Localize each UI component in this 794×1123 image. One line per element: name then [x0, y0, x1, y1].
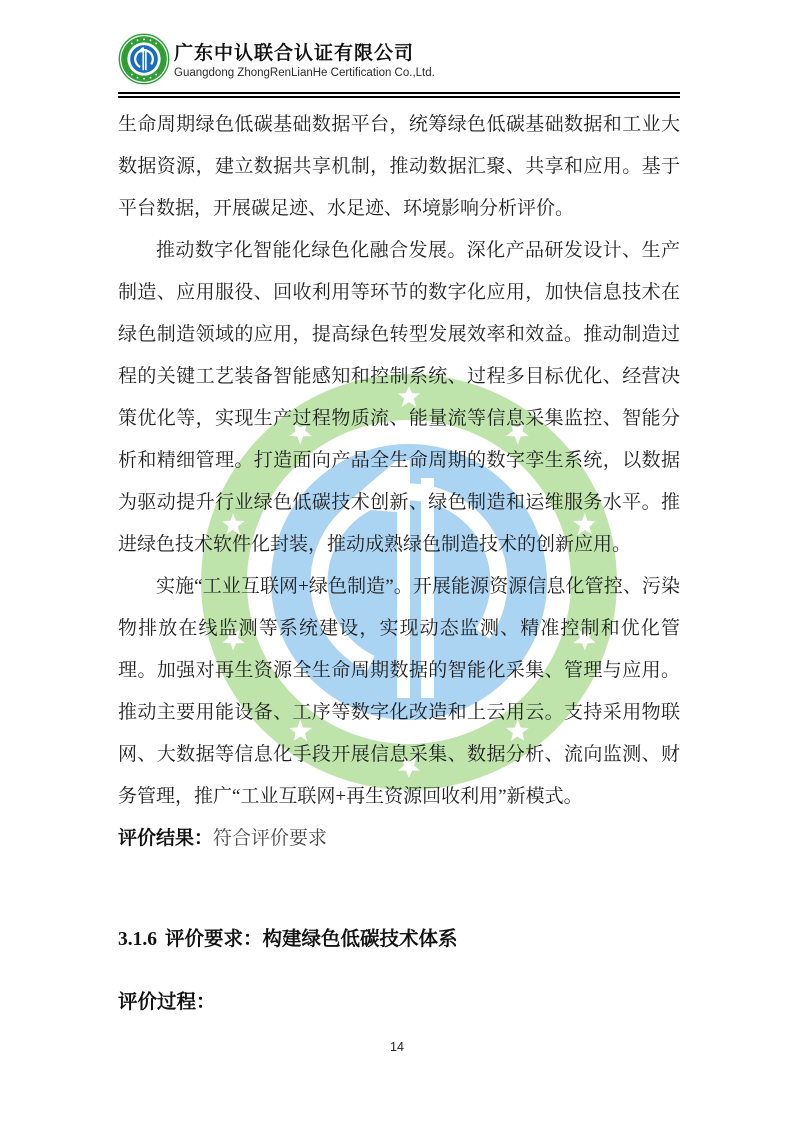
- evaluation-process-label: 评价过程：: [118, 991, 216, 1013]
- body-paragraph-2: 推动数字化智能化绿色化融合发展。深化产品研发设计、生产制造、应用服役、回收利用等环节的数字化应用，加快信息技术在绿色制造领域的应用，提高绿色转型发展效率和效益。推动制造过程的关键工艺装备智能感知和控制系统、过程多目标优化、经营决策优化等，实现生产过程物质流、能量流等信息采集监控、智能分析和精细管理。打造面向产品全生命周期的数字孪生系统，以数据为驱动提升行业绿色低碳技术创新、绿色制造和运维服务水平。推进绿色技术软件化封装，推动成熟绿色制造技术的创新应用。: [118, 240, 680, 555]
- section-heading: [118, 918, 680, 961]
- body-paragraph-3: 实施“工业互联网+绿色制造”。开展能源资源信息化管控、污染物排放在线监测等系统建设，实现动态监测、精准控制和优化管理。加强对再生资源全生命周期数据的智能化采集、管理与应用。推动主要用能设备、工序等数字化改造和上云用云。支持采用物联网、大数据等信息化手段开展信息采集、数据分析、流向监测、财务管理，推广“工业互联网+再生资源回收利用”新模式。: [118, 576, 680, 807]
- company-name-en: Guangdong ZhongRenLianHe Certification Co.,Ltd.: [174, 67, 435, 79]
- evaluation-result-label: 评价结果：: [118, 828, 214, 849]
- page-header: [118, 33, 680, 93]
- evaluation-result-value: 符合评价要求: [213, 828, 328, 849]
- section-heading-text: 评价要求：构建绿色低碳技术体系: [165, 928, 458, 950]
- document-body: [118, 104, 680, 1023]
- section-heading-number: 3.1.6: [118, 929, 157, 950]
- evaluation-result-line: [118, 818, 680, 860]
- body-paragraph-1: 生命周期绿色低碳基础数据平台，统筹绿色低碳基础数据和工业大数据资源，建立数据共享机制，推动数据汇聚、共享和应用。基于平台数据，开展碳足迹、水足迹、环境影响分析评价。: [118, 114, 680, 219]
- header-divider: [118, 92, 680, 98]
- page-number: 14: [390, 1040, 404, 1054]
- company-logo-icon: [118, 33, 170, 85]
- company-name-zh: 广东中认联合认证有限公司: [174, 43, 415, 64]
